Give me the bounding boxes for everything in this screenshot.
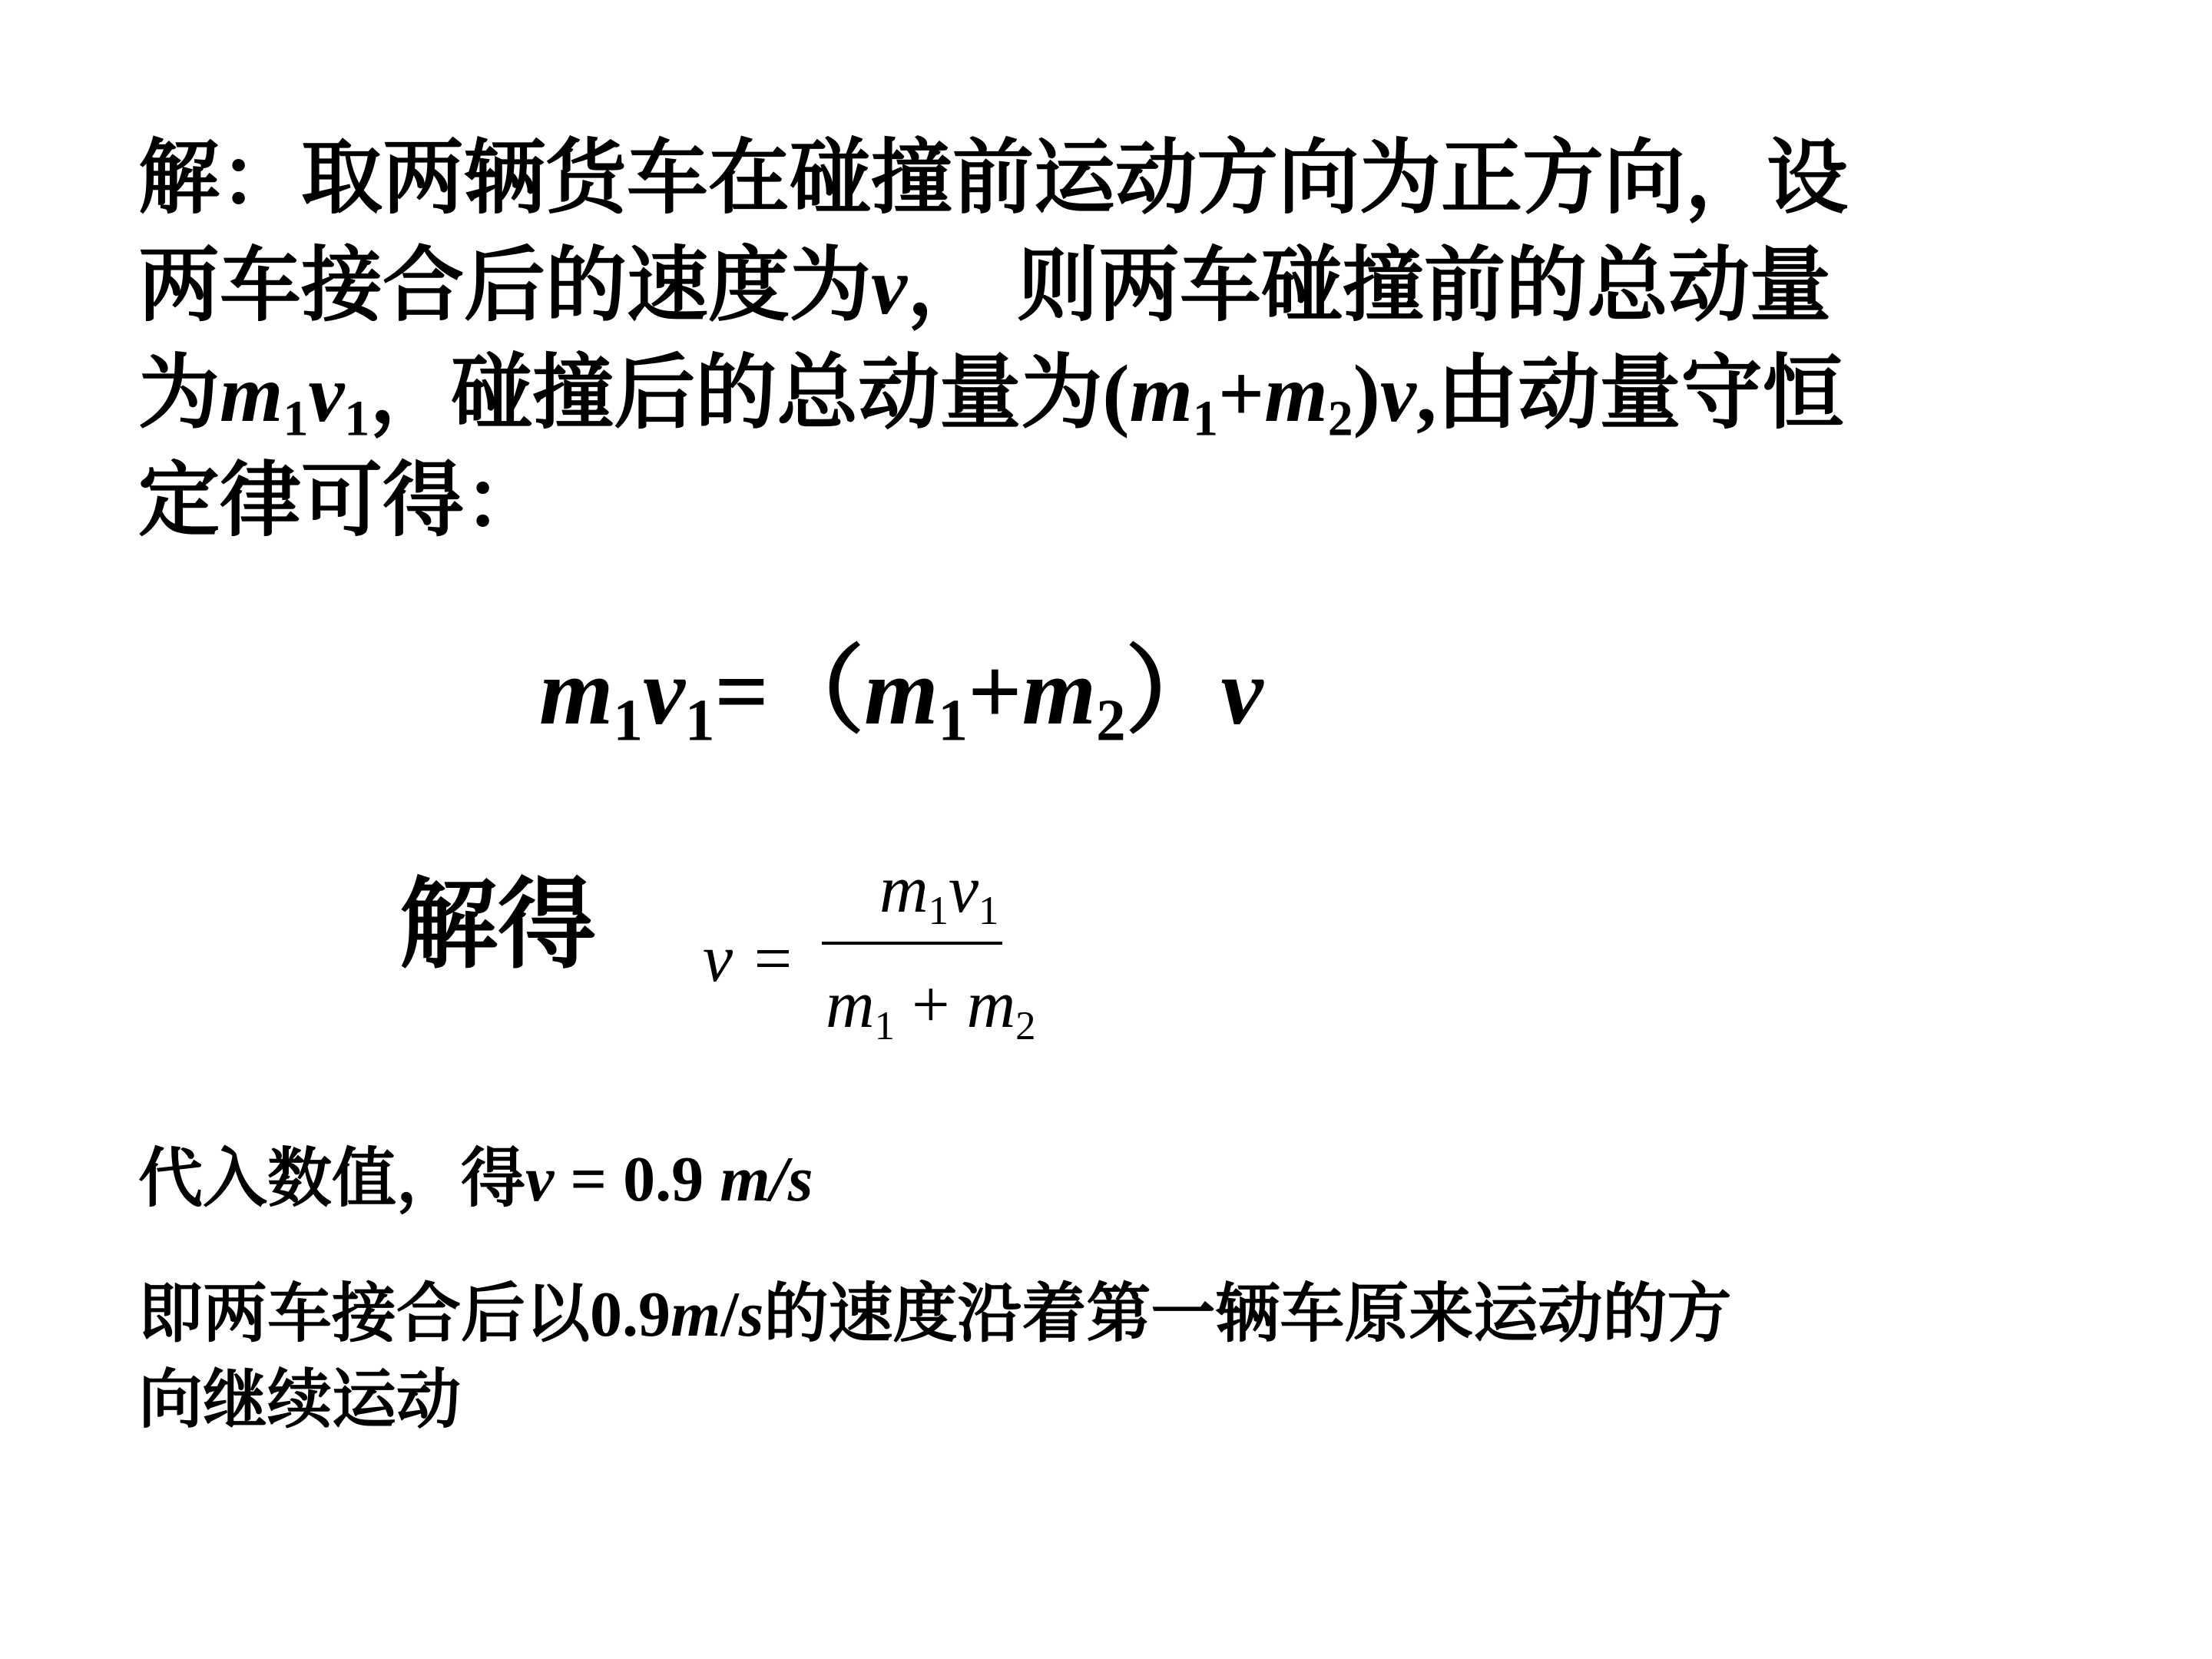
conclusion-line-2 bbox=[138, 1361, 462, 1437]
eq-m: m bbox=[539, 639, 614, 744]
eq-sub: 1 bbox=[613, 687, 643, 753]
conclusion-unit-s: s bbox=[738, 1279, 764, 1350]
paren-open: ( bbox=[1102, 349, 1130, 439]
eq-sub: 1 bbox=[684, 687, 715, 753]
conclusion-suffix: 的速度沿着第一辆车原来运动的方 bbox=[763, 1275, 1732, 1351]
plus-sign: + bbox=[1217, 349, 1265, 439]
subscript: 1 bbox=[283, 390, 309, 447]
momentum-equation bbox=[539, 636, 1263, 753]
solution-line-3-suffix: 由动量守恒 bbox=[1436, 344, 1844, 440]
subscript: 1 bbox=[344, 390, 370, 447]
solution-line-3-mid: ，碰撞后的总动量为 bbox=[369, 344, 1103, 440]
fraction-lhs-text: v = bbox=[703, 922, 796, 996]
solution-line-4 bbox=[138, 452, 545, 548]
conclusion-line-2-text: 向继续运动 bbox=[138, 1361, 462, 1437]
velocity-var: v bbox=[1379, 349, 1416, 439]
solution-line-1-text: 解：取两辆货车在碰撞前运动方向为正方向，设 bbox=[138, 129, 1848, 225]
num-v: v bbox=[948, 853, 979, 927]
solution-line-2 bbox=[138, 237, 1831, 333]
eq-lparen: （ bbox=[769, 636, 865, 747]
substitution-unit: m/s bbox=[720, 1144, 813, 1215]
mass-var: m bbox=[220, 349, 283, 439]
solve-label: 解得 bbox=[399, 867, 597, 982]
eq-rparen: ） bbox=[1125, 636, 1221, 747]
den-m: m bbox=[966, 968, 1016, 1042]
subscript: 2 bbox=[1327, 390, 1353, 447]
mass-var: m bbox=[1264, 349, 1328, 439]
velocity-var: v bbox=[871, 241, 908, 331]
solution-line-3 bbox=[138, 344, 1844, 447]
solution-line-1 bbox=[138, 129, 1848, 225]
eq-plus: + bbox=[967, 639, 1022, 744]
conclusion-prefix: 即两车接合后以 bbox=[138, 1275, 591, 1351]
paren-close: ) bbox=[1353, 349, 1380, 439]
eq-m: m bbox=[864, 639, 939, 744]
den-plus: + bbox=[894, 968, 967, 1042]
subscript: 1 bbox=[1193, 390, 1218, 447]
comma: , bbox=[1416, 349, 1437, 439]
eq-equals: = bbox=[714, 639, 770, 744]
substitution-line bbox=[138, 1140, 813, 1216]
eq-sub: 2 bbox=[1096, 687, 1126, 753]
solution-line-2-suffix: ， 则两车碰撞前的总动量 bbox=[907, 237, 1831, 333]
substitution-prefix: 代入数值，得 bbox=[138, 1140, 526, 1216]
solution-line-2-prefix: 两车接合后的速度为 bbox=[138, 237, 871, 333]
fraction-denominator bbox=[826, 966, 1036, 1048]
fraction-lhs bbox=[703, 920, 795, 998]
conclusion-value: 0.9 bbox=[590, 1279, 671, 1350]
den-sub: 1 bbox=[874, 1003, 895, 1048]
velocity-var: v bbox=[308, 349, 345, 439]
mass-var: m bbox=[1129, 349, 1193, 439]
den-m: m bbox=[826, 968, 875, 1042]
conclusion-unit-m: m bbox=[671, 1279, 721, 1350]
den-sub: 2 bbox=[1015, 1003, 1036, 1048]
substitution-value: = 0.9 bbox=[554, 1144, 720, 1215]
solution-line-3-prefix: 为 bbox=[138, 344, 220, 440]
conclusion-line-1 bbox=[138, 1275, 1732, 1351]
fraction-numerator bbox=[879, 851, 999, 933]
num-sub: 1 bbox=[979, 888, 999, 933]
fraction-bar bbox=[822, 942, 1002, 945]
eq-v: v bbox=[1220, 639, 1263, 744]
substitution-var: v bbox=[525, 1144, 555, 1215]
eq-m: m bbox=[1022, 639, 1097, 744]
velocity-fraction bbox=[703, 851, 1071, 1066]
num-m: m bbox=[879, 853, 929, 927]
eq-sub: 1 bbox=[938, 687, 968, 753]
solution-line-4-text: 定律可得： bbox=[138, 452, 545, 548]
conclusion-unit-slash: / bbox=[720, 1279, 739, 1350]
eq-v: v bbox=[642, 639, 685, 744]
num-sub: 1 bbox=[928, 888, 949, 933]
